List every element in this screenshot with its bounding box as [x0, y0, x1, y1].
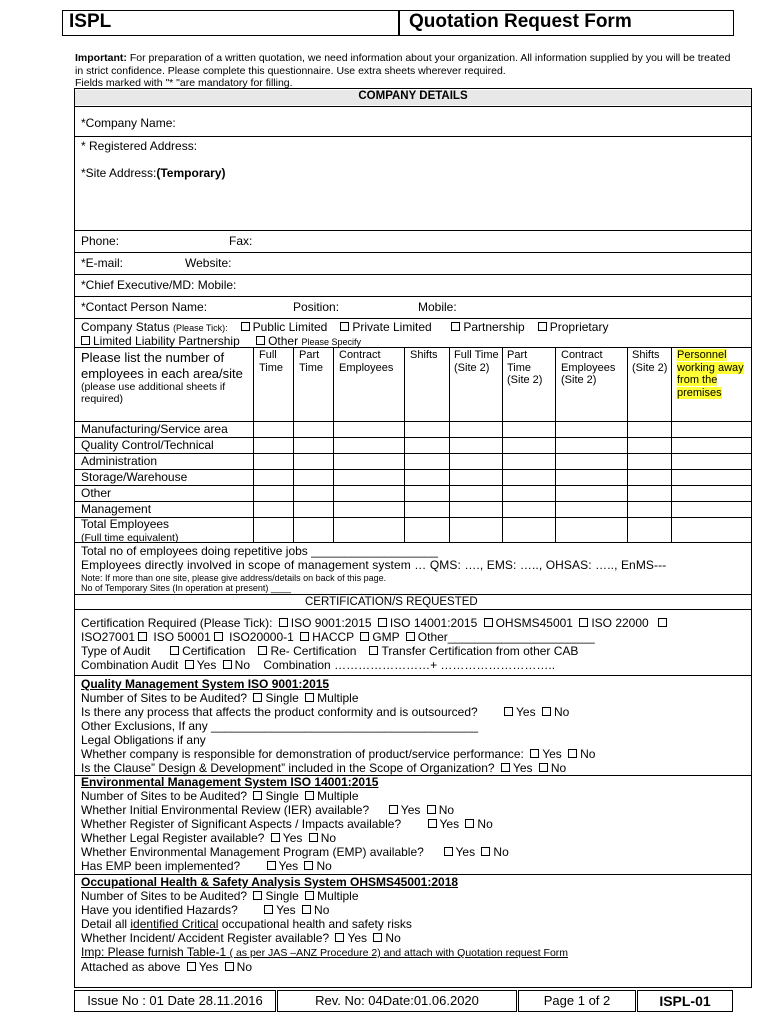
- extra-checkbox[interactable]: [658, 618, 667, 627]
- ohs-attached-yes-checkbox[interactable]: [187, 962, 196, 971]
- cert-required-row: [81, 616, 670, 630]
- qms-design-yes: Yes: [512, 761, 533, 775]
- status-other-hint: Please Specify: [301, 337, 361, 347]
- audit-type-label: Type of Audit: [81, 644, 151, 658]
- ems-sites: Number of Sites to be Audited?: [81, 789, 248, 803]
- qms-single-checkbox[interactable]: [253, 693, 262, 702]
- ohs-imp-row: [81, 945, 568, 960]
- ohs-sites-row: [81, 889, 359, 903]
- ems-legal-yes: Yes: [282, 831, 303, 845]
- ems-multiple-checkbox[interactable]: [305, 791, 314, 800]
- other-status-checkbox[interactable]: [256, 336, 265, 345]
- status-other: Other: [268, 334, 299, 348]
- qms-design-no: No: [550, 761, 567, 775]
- llp-checkbox[interactable]: [81, 336, 90, 345]
- ems-emp-row: [81, 845, 509, 859]
- ohs-incident-yes-checkbox[interactable]: [335, 933, 344, 942]
- ohs-incident: Whether Incident/ Accident Register available?: [81, 931, 330, 945]
- ohs-imp-main: Imp: Please furnish Table-1: [81, 945, 227, 959]
- qms-outsourced-row: [81, 705, 569, 719]
- private-limited-checkbox[interactable]: [340, 322, 349, 331]
- qms-multiple: Multiple: [317, 691, 359, 705]
- ems-single-checkbox[interactable]: [253, 791, 262, 800]
- scope-employees[interactable]: Employees directly involved in scope of management system … QMS: …., EMS: ….., OHSAS: ….., EnMS---: [81, 558, 667, 572]
- ohs-single-checkbox[interactable]: [253, 891, 262, 900]
- qms-outsourced: Is there any process that affects the product conformity and is outsourced?: [81, 705, 478, 719]
- registered-address-field[interactable]: * Registered Address:: [81, 139, 198, 153]
- ohs-hazards-yes-checkbox[interactable]: [264, 905, 273, 914]
- col-personnel-away-text: Personnel working away from the premises: [677, 349, 744, 399]
- row-administration: Administration: [81, 454, 158, 468]
- site-address-field[interactable]: [81, 166, 226, 180]
- header-title-box: [398, 10, 734, 36]
- qms-title: Quality Management System ISO 9001:2015: [81, 677, 330, 691]
- form-title: Quotation Request Form: [409, 11, 632, 32]
- important-text: For preparation of a written quotation, we need information about your organization. All information supplied by you will be treated in strict confidence. Please complete this questionnaire. Use extra sheets wherever required.: [75, 52, 731, 77]
- combination-yes-checkbox[interactable]: [185, 660, 194, 669]
- std-gmp: GMP: [372, 630, 400, 644]
- company-status-hint: (Please Tick):: [173, 323, 228, 333]
- qms-outsourced-yes-checkbox[interactable]: [504, 707, 513, 716]
- audit-type-row: [81, 644, 578, 658]
- col-part-time-site2: Part Time (Site 2): [507, 349, 543, 386]
- ohs-detail-post: occupational health and safety risks: [221, 917, 412, 931]
- ohs-hazards-no: No: [314, 903, 330, 917]
- ems-register-no: No: [477, 817, 493, 831]
- certification-checkbox[interactable]: [170, 646, 179, 655]
- status-proprietary: Proprietary: [549, 320, 609, 334]
- combination-text[interactable]: Combination ……………………+ ………………………..: [263, 658, 556, 672]
- ohsms-checkbox[interactable]: [484, 618, 493, 627]
- footer-code: ISPL-01: [637, 990, 733, 1012]
- ohs-detail-pre: Detail all: [81, 917, 128, 931]
- ohs-attached: Attached as above: [81, 960, 181, 974]
- position-field[interactable]: Position:: [293, 300, 340, 314]
- ohs-single: Single: [265, 889, 299, 903]
- ems-ier-yes: Yes: [400, 803, 421, 817]
- temporary-sites-note[interactable]: No of Temporary Sites (In operation at present) ____: [81, 583, 291, 593]
- ems-implemented-yes: Yes: [278, 859, 299, 873]
- ohs-multiple: Multiple: [317, 889, 359, 903]
- ems-ier: Whether Initial Environmental Review (IER) available?: [81, 803, 370, 817]
- qms-sites: Number of Sites to be Audited?: [81, 691, 248, 705]
- ems-ier-no-checkbox[interactable]: [427, 805, 436, 814]
- ems-legal-no-checkbox[interactable]: [309, 833, 318, 842]
- ems-implemented-row: [81, 859, 332, 873]
- ems-emp: Whether Environmental Management Program (EMP) available?: [81, 845, 424, 859]
- col-full-time: Full Time: [259, 349, 284, 374]
- ohs-hazards-row: [81, 903, 329, 917]
- ems-implemented-no-checkbox[interactable]: [304, 861, 313, 870]
- iso50001-checkbox[interactable]: [214, 632, 223, 641]
- footer-page: Page 1 of 2: [518, 990, 636, 1012]
- cert-standards-row-2: [81, 630, 595, 644]
- ems-emp-yes: Yes: [455, 845, 476, 859]
- contact-person-field[interactable]: *Contact Person Name:: [81, 300, 208, 314]
- ems-multiple: Multiple: [317, 789, 359, 803]
- ohs-hazards-yes: Yes: [276, 903, 296, 917]
- cert-required-label: Certification Required (Please Tick):: [81, 616, 273, 630]
- iso14001-checkbox[interactable]: [378, 618, 387, 627]
- audit-recertification: Re- Certification: [270, 644, 357, 658]
- status-public: Public Limited: [252, 320, 328, 334]
- ohs-sites: Number of Sites to be Audited?: [81, 889, 248, 903]
- qms-exclusions[interactable]: Other Exclusions, If any ________________________________________: [81, 719, 479, 733]
- qms-design-no-checkbox[interactable]: [539, 763, 548, 772]
- phone-field[interactable]: Phone:: [81, 234, 120, 248]
- ohs-incident-no: No: [385, 931, 401, 945]
- haccp-checkbox[interactable]: [300, 632, 309, 641]
- std-iso9001: ISO 9001:2015: [290, 616, 372, 630]
- ems-legal: Whether Legal Register available?: [81, 831, 265, 845]
- std-iso14001: ISO 14001:2015: [389, 616, 478, 630]
- combination-row: [81, 658, 555, 672]
- ems-implemented: Has EMP been implemented?: [81, 859, 241, 873]
- employees-prompt-hint: (please use additional sheets if required): [81, 381, 226, 405]
- company-details-title: COMPANY DETAILS: [75, 90, 751, 105]
- other-std-checkbox[interactable]: [406, 632, 415, 641]
- ems-implemented-yes-checkbox[interactable]: [267, 861, 276, 870]
- col-shifts-site2: Shifts (Site 2): [632, 349, 668, 374]
- ohs-detail-row: [81, 917, 412, 931]
- status-llp: Limited Liability Partnership: [93, 334, 240, 348]
- std-other[interactable]: Other______________________: [417, 630, 595, 644]
- ems-register: Whether Register of Significant Aspects / Impacts available?: [81, 817, 402, 831]
- status-partnership: Partnership: [463, 320, 525, 334]
- mobile-field[interactable]: Mobile:: [418, 300, 457, 314]
- row-storage: Storage/Warehouse: [81, 470, 188, 484]
- row-quality-control: Quality Control/Technical: [81, 438, 214, 452]
- ohs-attached-yes: Yes: [198, 960, 219, 974]
- std-iso50001: ISO 50001: [153, 630, 211, 644]
- row-total-employees: [81, 518, 178, 545]
- qms-multiple-checkbox[interactable]: [305, 693, 314, 702]
- ems-emp-yes-checkbox[interactable]: [444, 847, 453, 856]
- ohs-title: Occupational Health & Safety Analysis System OHSMS45001:2018: [81, 875, 459, 889]
- col-contract-site2: Contract Employees (Site 2): [561, 349, 616, 386]
- qms-outsourced-no-checkbox[interactable]: [542, 707, 551, 716]
- ohs-multiple-checkbox[interactable]: [305, 891, 314, 900]
- qms-responsible-yes: Yes: [542, 747, 562, 761]
- ems-register-row: [81, 817, 493, 831]
- ems-implemented-no: No: [316, 859, 332, 873]
- std-haccp: HACCP: [312, 630, 354, 644]
- fax-field[interactable]: Fax:: [229, 234, 253, 248]
- col-full-time-site2: Full Time (Site 2): [454, 349, 499, 374]
- ohs-attached-no-checkbox[interactable]: [225, 962, 234, 971]
- footer-rev: Rev. No: 04Date:01.06.2020: [277, 990, 517, 1012]
- important-note: [75, 52, 735, 90]
- ohs-detail-critical: identified Critical: [130, 917, 219, 931]
- qms-single: Single: [265, 691, 299, 705]
- ems-legal-yes-checkbox[interactable]: [271, 833, 280, 842]
- audit-certification: Certification: [182, 644, 246, 658]
- qms-sites-row: [81, 691, 359, 705]
- email-field[interactable]: *E-mail:: [81, 256, 124, 270]
- repetitive-jobs[interactable]: Total no of employees doing repetitive jobs ___________________: [81, 544, 438, 558]
- combination-label: Combination Audit: [81, 658, 179, 672]
- ems-ier-row: [81, 803, 454, 817]
- row-manufacturing: Manufacturing/Service area: [81, 422, 228, 436]
- qms-responsible-no-checkbox[interactable]: [568, 749, 577, 758]
- ohs-hazards-no-checkbox[interactable]: [302, 905, 311, 914]
- ohs-incident-yes: Yes: [347, 931, 368, 945]
- ems-legal-row: [81, 831, 336, 845]
- company-status-row: [81, 320, 608, 335]
- qms-design-row: [81, 761, 566, 775]
- qms-responsible: Whether company is responsible for demonstration of product/service performance:: [81, 747, 524, 761]
- qms-design-yes-checkbox[interactable]: [501, 763, 510, 772]
- total-employees-hint: (Full time equivalent): [81, 532, 179, 544]
- qms-responsible-row: [81, 747, 595, 761]
- ems-emp-no: No: [493, 845, 509, 859]
- footer-issue: Issue No : 01 Date 28.11.2016: [74, 990, 276, 1012]
- std-ohsms: OHSMS45001: [495, 616, 573, 630]
- ems-register-no-checkbox[interactable]: [465, 819, 474, 828]
- ems-title: Environmental Management System ISO 14001:2015: [81, 775, 379, 789]
- ems-sites-row: [81, 789, 359, 803]
- std-iso27001: ISO27001: [81, 630, 136, 644]
- ohs-attached-row: [81, 960, 252, 974]
- qms-legal[interactable]: Legal Obligations if any: [81, 733, 206, 747]
- employees-prompt-text: Please list the number of employees in each area/site: [81, 350, 243, 381]
- site-address-temporary: (Temporary): [156, 166, 226, 180]
- ohs-imp-small: ( as per JAS –ANZ Procedure 2) and attach with Quotation request Form: [229, 947, 569, 959]
- qms-outsourced-no: No: [553, 705, 570, 719]
- site-address-label: *Site Address:: [81, 166, 157, 180]
- website-field[interactable]: Website:: [185, 256, 232, 270]
- multi-site-note: Note: If more than one site, please give address/details on back of this page.: [81, 573, 387, 583]
- ohs-hazards: Have you identified Hazards?: [81, 903, 238, 917]
- ems-single: Single: [265, 789, 299, 803]
- audit-transfer: Transfer Certification from other CAB: [381, 644, 579, 658]
- iso22000-checkbox[interactable]: [579, 618, 588, 627]
- header-org-box: [62, 10, 400, 36]
- partnership-checkbox[interactable]: [451, 322, 460, 331]
- qms-outsourced-yes: Yes: [516, 705, 536, 719]
- combination-no: No: [234, 658, 251, 672]
- mandatory-note: Fields marked with "* "are mandatory for filling.: [75, 77, 293, 89]
- ohs-attached-no: No: [236, 960, 253, 974]
- qms-responsible-yes-checkbox[interactable]: [530, 749, 539, 758]
- proprietary-checkbox[interactable]: [538, 322, 547, 331]
- ems-emp-no-checkbox[interactable]: [481, 847, 490, 856]
- qms-design: Is the Clause” Design & Development” included in the Scope of Organization?: [81, 761, 495, 775]
- important-label: Important:: [75, 52, 127, 64]
- row-other: Other: [81, 486, 112, 500]
- std-iso20000: ISO20000-1: [229, 630, 294, 644]
- row-management: Management: [81, 502, 152, 516]
- total-employees-label: Total Employees: [81, 517, 170, 531]
- ems-register-yes-checkbox[interactable]: [428, 819, 437, 828]
- ohs-incident-no-checkbox[interactable]: [373, 933, 382, 942]
- transfer-checkbox[interactable]: [369, 646, 378, 655]
- public-limited-checkbox[interactable]: [241, 322, 250, 331]
- certification-title: CERTIFICATION/S REQUESTED: [305, 596, 478, 608]
- ceo-field[interactable]: *Chief Executive/MD: Mobile:: [81, 278, 237, 292]
- ohs-incident-row: [81, 931, 401, 945]
- col-part-time: Part Time: [299, 349, 324, 374]
- company-status-label: Company Status: [81, 320, 170, 334]
- combination-no-checkbox[interactable]: [223, 660, 232, 669]
- org-name: ISPL: [69, 11, 112, 32]
- std-iso22000: ISO 22000: [591, 616, 649, 630]
- iso27001-checkbox[interactable]: [138, 632, 147, 641]
- company-name-field[interactable]: *Company Name:: [81, 116, 176, 130]
- col-contract: Contract Employees: [339, 349, 394, 374]
- qms-responsible-no: No: [580, 747, 596, 761]
- combination-yes: Yes: [196, 658, 217, 672]
- col-shifts: Shifts: [410, 349, 438, 361]
- col-personnel-away: [677, 349, 747, 399]
- gmp-checkbox[interactable]: [360, 632, 369, 641]
- ems-ier-yes-checkbox[interactable]: [389, 805, 398, 814]
- ems-legal-no: No: [320, 831, 337, 845]
- form-body: [74, 88, 752, 988]
- status-private: Private Limited: [352, 320, 432, 334]
- employees-prompt: [81, 350, 247, 405]
- ems-ier-no: No: [438, 803, 455, 817]
- recertification-checkbox[interactable]: [258, 646, 267, 655]
- iso9001-checkbox[interactable]: [279, 618, 288, 627]
- ems-register-yes: Yes: [439, 817, 460, 831]
